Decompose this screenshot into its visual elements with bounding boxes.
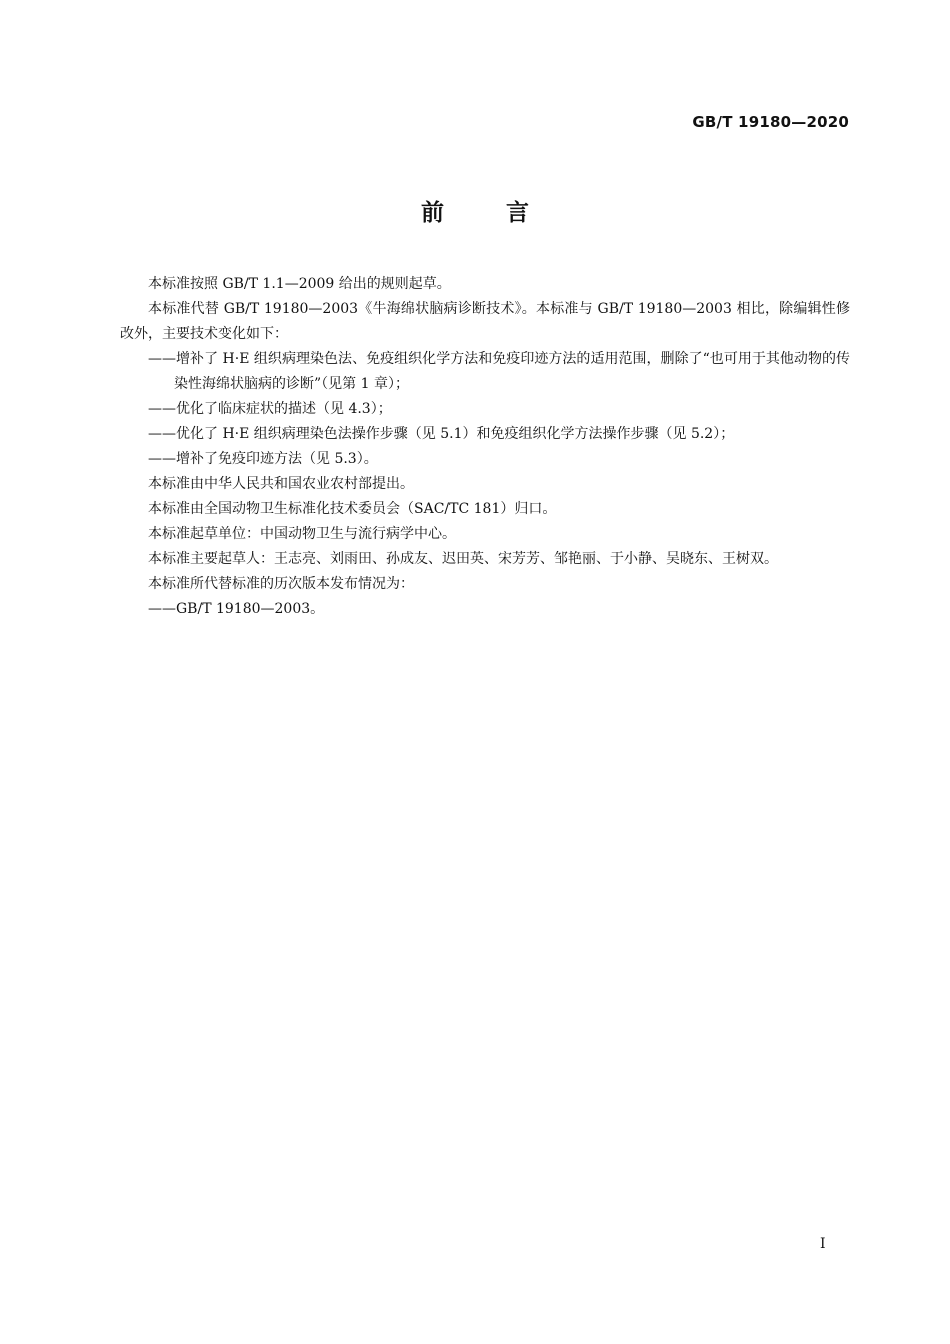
list-item: ——增补了 H·E 组织病理染色法、免疫组织化学方法和免疫印迹方法的适用范围，删除了“也可用于其他动物的传染性海绵状脑病的诊断”（见第 1 章）； (148, 351, 850, 392)
title-char-1: 前 (421, 200, 444, 226)
title-char-2: 言 (506, 200, 529, 226)
paragraph-drafting-rules: 本标准按照 GB/T 1.1—2009 给出的规则起草。 (148, 276, 451, 292)
standard-code: GB/T 19180—2020 (692, 113, 849, 131)
page-title (0, 194, 950, 227)
list-item: ——优化了 H·E 组织病理染色法操作步骤（见 5.1）和免疫组织化学方法操作步骤（见 5.2）； (148, 426, 735, 442)
foreword-body (120, 272, 850, 622)
list-item: ——优化了临床症状的描述（见 4.3）； (148, 401, 392, 417)
list-item: ——增补了免疫印迹方法（见 5.3）。 (148, 451, 378, 467)
paragraph-drafters: 本标准主要起草人：王志亮、刘雨田、孙成友、迟田英、宋芳芳、邹艳丽、于小静、吴晓东、王树双。 (148, 551, 778, 567)
paragraph-drafting-unit: 本标准起草单位：中国动物卫生与流行病学中心。 (148, 526, 456, 542)
history-item: ——GB/T 19180—2003。 (148, 601, 325, 617)
paragraph-committee: 本标准由全国动物卫生标准化技术委员会（SAC/TC 181）归口。 (148, 501, 557, 517)
paragraph-proposer: 本标准由中华人民共和国农业农村部提出。 (148, 476, 414, 492)
page-number: I (820, 1236, 826, 1252)
paragraph-replacement: 本标准代替 GB/T 19180—2003《牛海绵状脑病诊断技术》。本标准与 GB/T 19180—2003 相比，除编辑性修改外，主要技术变化如下： (120, 301, 850, 342)
paragraph-history-intro: 本标准所代替标准的历次版本发布情况为： (148, 576, 414, 592)
